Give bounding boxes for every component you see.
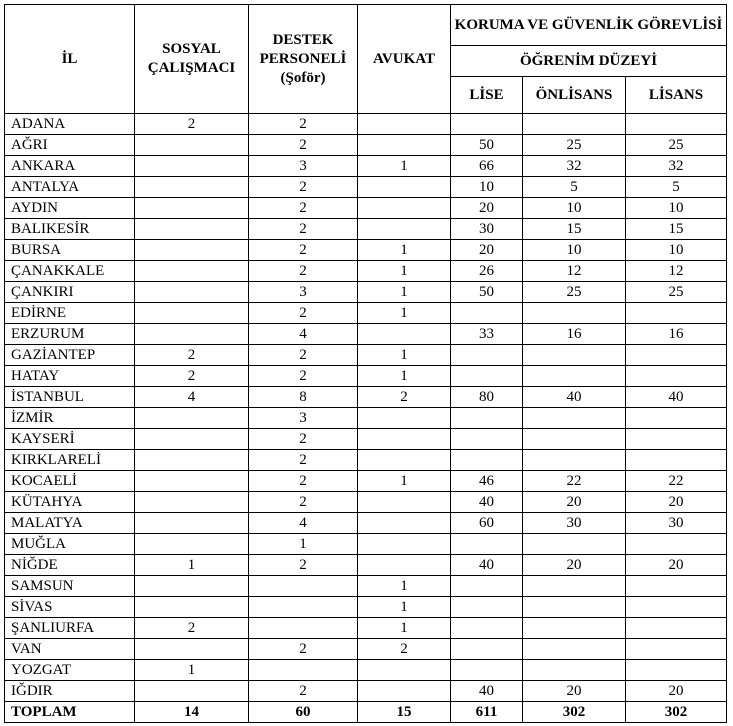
cell-lisans	[626, 429, 727, 450]
cell-lisans: 20	[626, 681, 727, 702]
cell-sosyal: 1	[135, 555, 249, 576]
cell-onlisans: 16	[523, 324, 626, 345]
cell-il: YOZGAT	[5, 660, 135, 681]
cell-sosyal	[135, 156, 249, 177]
cell-lisans: 22	[626, 471, 727, 492]
cell-onlisans	[523, 534, 626, 555]
cell-avukat	[358, 219, 451, 240]
table-row	[5, 156, 727, 177]
cell-destek: 2	[249, 450, 358, 471]
cell-sosyal	[135, 303, 249, 324]
cell-avukat	[358, 114, 451, 135]
cell-onlisans	[523, 618, 626, 639]
cell-il: ANKARA	[5, 156, 135, 177]
table-row	[5, 681, 727, 702]
cell-sosyal: 2	[135, 618, 249, 639]
cell-sosyal	[135, 492, 249, 513]
header-destek-title: DESTEK PERSONELİ	[259, 31, 347, 67]
cell-lisans	[626, 366, 727, 387]
cell-sosyal	[135, 450, 249, 471]
cell-sosyal: 2	[135, 345, 249, 366]
cell-avukat	[358, 429, 451, 450]
cell-avukat: 2	[358, 387, 451, 408]
cell-destek: 3	[249, 156, 358, 177]
cell-lisans	[626, 618, 727, 639]
cell-avukat: 15	[358, 702, 451, 723]
cell-onlisans	[523, 303, 626, 324]
cell-lisans	[626, 408, 727, 429]
table-row	[5, 303, 727, 324]
cell-sosyal	[135, 597, 249, 618]
table-row	[5, 513, 727, 534]
cell-il: KÜTAHYA	[5, 492, 135, 513]
cell-avukat	[358, 534, 451, 555]
cell-lisans	[626, 303, 727, 324]
cell-onlisans	[523, 597, 626, 618]
cell-lisans: 10	[626, 198, 727, 219]
cell-avukat	[358, 513, 451, 534]
cell-destek: 2	[249, 114, 358, 135]
table-row	[5, 555, 727, 576]
cell-avukat	[358, 324, 451, 345]
cell-onlisans: 40	[523, 387, 626, 408]
cell-lise: 50	[451, 135, 523, 156]
table-row	[5, 114, 727, 135]
cell-sosyal	[135, 261, 249, 282]
cell-sosyal	[135, 513, 249, 534]
table-row	[5, 198, 727, 219]
cell-il: SAMSUN	[5, 576, 135, 597]
cell-destek: 4	[249, 324, 358, 345]
cell-il: ADANA	[5, 114, 135, 135]
cell-avukat	[358, 660, 451, 681]
cell-onlisans	[523, 639, 626, 660]
table-row	[5, 345, 727, 366]
cell-il: KOCAELİ	[5, 471, 135, 492]
cell-destek	[249, 576, 358, 597]
cell-onlisans: 10	[523, 198, 626, 219]
cell-onlisans	[523, 429, 626, 450]
cell-il: AĞRI	[5, 135, 135, 156]
table-row	[5, 282, 727, 303]
table-row	[5, 618, 727, 639]
table-row	[5, 366, 727, 387]
cell-lisans	[626, 576, 727, 597]
cell-onlisans: 25	[523, 135, 626, 156]
cell-il: İSTANBUL	[5, 387, 135, 408]
header-ogrenim-duzeyi: ÖĞRENİM DÜZEYİ	[451, 46, 727, 77]
header-lisans: LİSANS	[626, 77, 727, 114]
cell-lise: 80	[451, 387, 523, 408]
cell-avukat	[358, 135, 451, 156]
cell-lise: 40	[451, 492, 523, 513]
cell-lisans: 20	[626, 492, 727, 513]
cell-sosyal	[135, 429, 249, 450]
cell-lise	[451, 639, 523, 660]
cell-sosyal: 2	[135, 366, 249, 387]
cell-il: BALIKESİR	[5, 219, 135, 240]
cell-lise: 20	[451, 198, 523, 219]
cell-destek: 2	[249, 261, 358, 282]
cell-sosyal: 1	[135, 660, 249, 681]
cell-il: AYDIN	[5, 198, 135, 219]
table-row	[5, 135, 727, 156]
cell-lise	[451, 366, 523, 387]
cell-sosyal: 14	[135, 702, 249, 723]
cell-onlisans	[523, 366, 626, 387]
cell-il: MUĞLA	[5, 534, 135, 555]
cell-avukat: 1	[358, 261, 451, 282]
cell-lisans	[626, 534, 727, 555]
table-row	[5, 471, 727, 492]
cell-lisans	[626, 597, 727, 618]
cell-lisans: 25	[626, 282, 727, 303]
cell-avukat	[358, 408, 451, 429]
cell-onlisans: 30	[523, 513, 626, 534]
cell-il: ÇANAKKALE	[5, 261, 135, 282]
cell-avukat	[358, 450, 451, 471]
table-row	[5, 660, 727, 681]
cell-avukat: 2	[358, 639, 451, 660]
cell-destek: 2	[249, 429, 358, 450]
cell-lise	[451, 408, 523, 429]
cell-il: NİĞDE	[5, 555, 135, 576]
cell-avukat: 1	[358, 618, 451, 639]
cell-avukat: 1	[358, 282, 451, 303]
cell-lise: 66	[451, 156, 523, 177]
cell-lisans: 5	[626, 177, 727, 198]
cell-lisans	[626, 114, 727, 135]
cell-lise	[451, 450, 523, 471]
cell-lise	[451, 429, 523, 450]
table-row	[5, 261, 727, 282]
cell-sosyal	[135, 198, 249, 219]
cell-lise: 40	[451, 555, 523, 576]
cell-il: HATAY	[5, 366, 135, 387]
total-row	[5, 702, 727, 723]
cell-il: ANTALYA	[5, 177, 135, 198]
cell-onlisans	[523, 345, 626, 366]
cell-il: GAZİANTEP	[5, 345, 135, 366]
cell-avukat	[358, 681, 451, 702]
table-body	[5, 114, 727, 723]
cell-sosyal	[135, 177, 249, 198]
cell-lisans	[626, 450, 727, 471]
cell-destek: 2	[249, 240, 358, 261]
cell-lise: 611	[451, 702, 523, 723]
cell-onlisans: 10	[523, 240, 626, 261]
cell-onlisans: 5	[523, 177, 626, 198]
cell-onlisans	[523, 576, 626, 597]
cell-avukat: 1	[358, 597, 451, 618]
cell-destek	[249, 660, 358, 681]
cell-destek: 2	[249, 177, 358, 198]
cell-lisans: 16	[626, 324, 727, 345]
cell-il: BURSA	[5, 240, 135, 261]
cell-lise: 30	[451, 219, 523, 240]
cell-onlisans	[523, 660, 626, 681]
table-row	[5, 219, 727, 240]
cell-avukat	[358, 492, 451, 513]
cell-destek: 2	[249, 135, 358, 156]
cell-lise: 10	[451, 177, 523, 198]
header-koruma-guvenlik: KORUMA VE GÜVENLİK GÖREVLİSİ	[451, 5, 727, 46]
cell-lise	[451, 618, 523, 639]
table-row	[5, 492, 727, 513]
cell-il: VAN	[5, 639, 135, 660]
table-row	[5, 597, 727, 618]
cell-il: İZMİR	[5, 408, 135, 429]
cell-onlisans: 12	[523, 261, 626, 282]
cell-avukat: 1	[358, 345, 451, 366]
cell-onlisans: 25	[523, 282, 626, 303]
cell-lisans: 302	[626, 702, 727, 723]
table-row	[5, 429, 727, 450]
cell-destek: 2	[249, 471, 358, 492]
table-row	[5, 534, 727, 555]
cell-destek: 2	[249, 555, 358, 576]
cell-onlisans: 32	[523, 156, 626, 177]
cell-il: TOPLAM	[5, 702, 135, 723]
cell-destek: 2	[249, 492, 358, 513]
cell-sosyal	[135, 324, 249, 345]
cell-lisans: 20	[626, 555, 727, 576]
cell-lisans: 40	[626, 387, 727, 408]
cell-il: KIRKLARELİ	[5, 450, 135, 471]
cell-sosyal	[135, 534, 249, 555]
cell-il: SİVAS	[5, 597, 135, 618]
cell-sosyal	[135, 471, 249, 492]
cell-onlisans: 302	[523, 702, 626, 723]
cell-lise	[451, 576, 523, 597]
cell-avukat: 1	[358, 576, 451, 597]
cell-lise: 26	[451, 261, 523, 282]
table-row	[5, 639, 727, 660]
cell-sosyal: 2	[135, 114, 249, 135]
cell-il: EDİRNE	[5, 303, 135, 324]
table-row	[5, 177, 727, 198]
cell-sosyal	[135, 135, 249, 156]
cell-avukat	[358, 555, 451, 576]
cell-il: ÇANKIRI	[5, 282, 135, 303]
header-avukat: AVUKAT	[358, 5, 451, 114]
table-row	[5, 324, 727, 345]
cell-destek: 2	[249, 198, 358, 219]
cell-destek	[249, 618, 358, 639]
cell-avukat: 1	[358, 303, 451, 324]
cell-lise: 33	[451, 324, 523, 345]
cell-lisans	[626, 345, 727, 366]
cell-lisans: 30	[626, 513, 727, 534]
cell-sosyal	[135, 576, 249, 597]
cell-onlisans: 20	[523, 555, 626, 576]
cell-destek: 2	[249, 639, 358, 660]
cell-lisans: 10	[626, 240, 727, 261]
cell-lisans: 32	[626, 156, 727, 177]
cell-il: KAYSERİ	[5, 429, 135, 450]
cell-onlisans	[523, 450, 626, 471]
cell-onlisans	[523, 408, 626, 429]
cell-avukat: 1	[358, 366, 451, 387]
cell-lise: 50	[451, 282, 523, 303]
cell-onlisans: 20	[523, 681, 626, 702]
cell-lise	[451, 114, 523, 135]
cell-destek: 4	[249, 513, 358, 534]
cell-lise: 20	[451, 240, 523, 261]
cell-onlisans: 20	[523, 492, 626, 513]
cell-destek: 2	[249, 219, 358, 240]
cell-destek: 1	[249, 534, 358, 555]
cell-destek: 2	[249, 303, 358, 324]
cell-lise	[451, 534, 523, 555]
cell-sosyal	[135, 219, 249, 240]
cell-destek: 2	[249, 345, 358, 366]
table-row	[5, 240, 727, 261]
cell-destek	[249, 597, 358, 618]
cell-lisans: 25	[626, 135, 727, 156]
table-row	[5, 450, 727, 471]
cell-avukat	[358, 177, 451, 198]
cell-sosyal: 4	[135, 387, 249, 408]
table-row	[5, 576, 727, 597]
cell-lise	[451, 345, 523, 366]
header-destek-subtitle: (Şoför)	[280, 69, 326, 86]
cell-onlisans: 15	[523, 219, 626, 240]
cell-il: ERZURUM	[5, 324, 135, 345]
cell-lisans: 15	[626, 219, 727, 240]
cell-lise: 40	[451, 681, 523, 702]
cell-destek: 60	[249, 702, 358, 723]
cell-il: ŞANLIURFA	[5, 618, 135, 639]
table-row	[5, 408, 727, 429]
header-sosyal-calismaci: SOSYAL ÇALIŞMACI	[135, 5, 249, 114]
cell-onlisans: 22	[523, 471, 626, 492]
cell-lisans	[626, 660, 727, 681]
header-lise: LİSE	[451, 77, 523, 114]
staff-distribution-table	[4, 4, 727, 723]
cell-lisans: 12	[626, 261, 727, 282]
cell-lise	[451, 660, 523, 681]
header-il: İL	[5, 5, 135, 114]
cell-il: IĞDIR	[5, 681, 135, 702]
cell-avukat: 1	[358, 471, 451, 492]
cell-destek: 2	[249, 681, 358, 702]
cell-lise	[451, 597, 523, 618]
cell-sosyal	[135, 681, 249, 702]
cell-destek: 8	[249, 387, 358, 408]
cell-avukat	[358, 198, 451, 219]
header-onlisans: ÖNLİSANS	[523, 77, 626, 114]
cell-lise	[451, 303, 523, 324]
cell-destek: 3	[249, 282, 358, 303]
header-destek-personeli	[249, 5, 358, 114]
cell-avukat: 1	[358, 240, 451, 261]
cell-lise: 46	[451, 471, 523, 492]
cell-sosyal	[135, 639, 249, 660]
cell-il: MALATYA	[5, 513, 135, 534]
cell-sosyal	[135, 240, 249, 261]
table-row	[5, 387, 727, 408]
cell-lisans	[626, 639, 727, 660]
cell-sosyal	[135, 408, 249, 429]
cell-lise: 60	[451, 513, 523, 534]
cell-destek: 2	[249, 366, 358, 387]
staff-table-container	[4, 4, 727, 723]
cell-destek: 3	[249, 408, 358, 429]
cell-sosyal	[135, 282, 249, 303]
cell-avukat: 1	[358, 156, 451, 177]
cell-onlisans	[523, 114, 626, 135]
